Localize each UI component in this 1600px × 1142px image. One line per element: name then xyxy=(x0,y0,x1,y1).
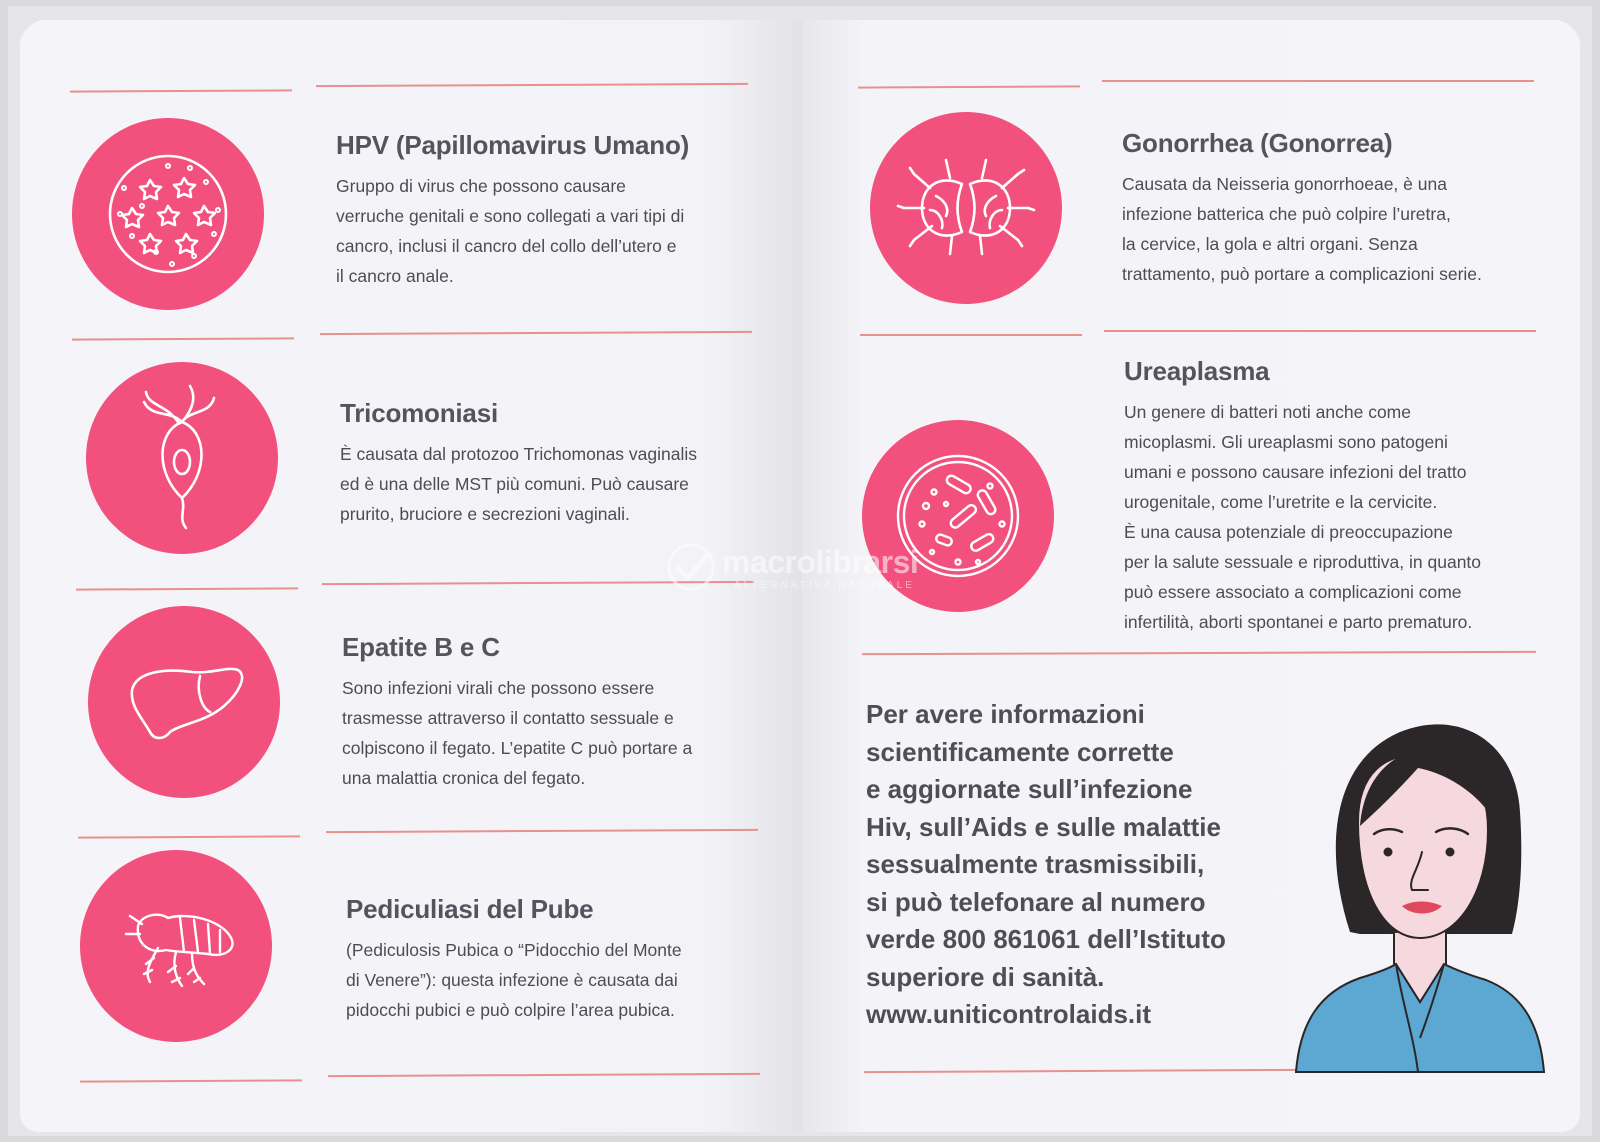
entry-line: per la salute sessuale e riproduttiva, in quanto xyxy=(1124,552,1482,572)
woman-illustration xyxy=(1290,702,1550,1078)
virus-cells-icon xyxy=(72,118,264,310)
watermark-tagline: ALTERNATIVA NATURALE xyxy=(734,580,915,591)
gonorrhea-circle xyxy=(870,112,1062,304)
entry-line: urogenitale, come l’uretrite e la cervicite. xyxy=(1124,492,1438,512)
info-line: Hiv, sull’Aids e sulle malattie xyxy=(866,811,1221,842)
entry-line: infezione batterica che può colpire l’uretra, xyxy=(1122,204,1451,224)
entry-description xyxy=(1122,169,1552,289)
info-line: si può telefonare al numero xyxy=(866,886,1206,917)
entry-ureaplasma xyxy=(1124,356,1554,637)
tricomoniasi-circle xyxy=(86,362,278,554)
entry-title: Pediculiasi del Pube xyxy=(346,894,594,924)
entry-line: ed è una delle MST più comuni. Può causare xyxy=(340,474,689,494)
entry-line: Un genere di batteri noti anche come xyxy=(1124,402,1411,422)
entry-line: infertilità, aborti spontanei e parto prematuro. xyxy=(1124,612,1473,632)
divider-rule xyxy=(1104,330,1536,332)
entry-title: Gonorrhea (Gonorrea) xyxy=(1122,128,1393,158)
info-line: Per avere informazioni xyxy=(866,699,1145,729)
entry-pediculiasi xyxy=(346,894,766,1025)
entry-description xyxy=(342,673,762,793)
info-line: sessualmente trasmissibili, xyxy=(866,849,1205,879)
info-line: e aggiornate sull’infezione xyxy=(866,774,1193,804)
entry-line: verruche genitali e sono collegati a vari tipi di xyxy=(336,206,685,226)
watermark-name: macrolibrarsi xyxy=(722,544,919,580)
hpv-circle xyxy=(72,118,264,310)
entry-title: Ureaplasma xyxy=(1124,356,1270,386)
entry-line: Gruppo di virus che possono causare xyxy=(336,176,626,196)
entry-line: colpiscono il fegato. L’epatite C può portare a xyxy=(342,738,693,758)
entry-line: umani e possono causare infezioni del tratto xyxy=(1124,462,1467,482)
entry-title: HPV (Papillomavirus Umano) xyxy=(336,130,690,160)
entry-line: È una causa potenziale di preoccupazione xyxy=(1124,522,1453,542)
entry-line: trattamento, può portare a complicazioni serie. xyxy=(1122,264,1482,284)
pediculiasi-circle xyxy=(80,850,272,1042)
entry-line: È causata dal protozoo Trichomonas vaginalis xyxy=(340,444,698,464)
entry-line: prurito, bruciore e secrezioni vaginali. xyxy=(340,504,630,524)
entry-tricomoniasi xyxy=(340,398,760,529)
website-link[interactable]: www.uniticontrolaids.it xyxy=(866,999,1152,1029)
entry-line: la cervice, la gola e altri organi. Senza xyxy=(1122,234,1418,254)
entry-line: può essere associato a complicazioni come xyxy=(1124,582,1462,602)
entry-description xyxy=(1124,397,1554,637)
info-line: superiore di sanità. xyxy=(866,961,1105,992)
entry-line: il cancro anale. xyxy=(336,266,454,286)
entry-line: pidocchi pubici e può colpire l’area pubica. xyxy=(346,1000,675,1020)
entry-description xyxy=(336,171,756,291)
divider-rule xyxy=(860,334,1082,336)
diplococcus-icon xyxy=(870,112,1062,304)
divider-rule xyxy=(1102,80,1534,82)
entry-line: cancro, inclusi il cancro del collo dell’utero e xyxy=(336,236,677,256)
louse-icon xyxy=(80,850,272,1042)
entry-title: Tricomoniasi xyxy=(340,398,498,428)
watermark-logo xyxy=(664,540,944,600)
liver-icon xyxy=(88,606,280,798)
checkmark-leaf-icon xyxy=(664,540,718,594)
entry-line: Causata da Neisseria gonorrhoeae, è una xyxy=(1122,174,1447,194)
entry-line: trasmesse attraverso il contatto sessuale e xyxy=(342,708,674,728)
entry-line: (Pediculosis Pubica o “Pidocchio del Monte xyxy=(346,940,682,960)
hiv-info-text xyxy=(866,696,1316,1034)
entry-line: di Venere”): questa infezione è causata dai xyxy=(346,970,678,990)
info-line: verde 800 861061 dell’Istituto xyxy=(866,924,1226,954)
epatite-circle xyxy=(88,606,280,798)
entry-line: micoplasmi. Gli ureaplasmi sono patogeni xyxy=(1124,432,1448,452)
protozoon-icon xyxy=(86,362,278,554)
entry-description xyxy=(346,935,766,1025)
info-line: scientificamente corrette xyxy=(866,736,1174,767)
entry-title: Epatite B e C xyxy=(342,632,500,662)
entry-line: Sono infezioni virali che possono essere xyxy=(342,678,655,698)
entry-hpv xyxy=(336,130,756,291)
entry-line: una malattia cronica del fegato. xyxy=(342,768,586,788)
entry-epatite xyxy=(342,632,762,793)
entry-description xyxy=(340,439,760,529)
entry-gonorrhea xyxy=(1122,128,1552,289)
